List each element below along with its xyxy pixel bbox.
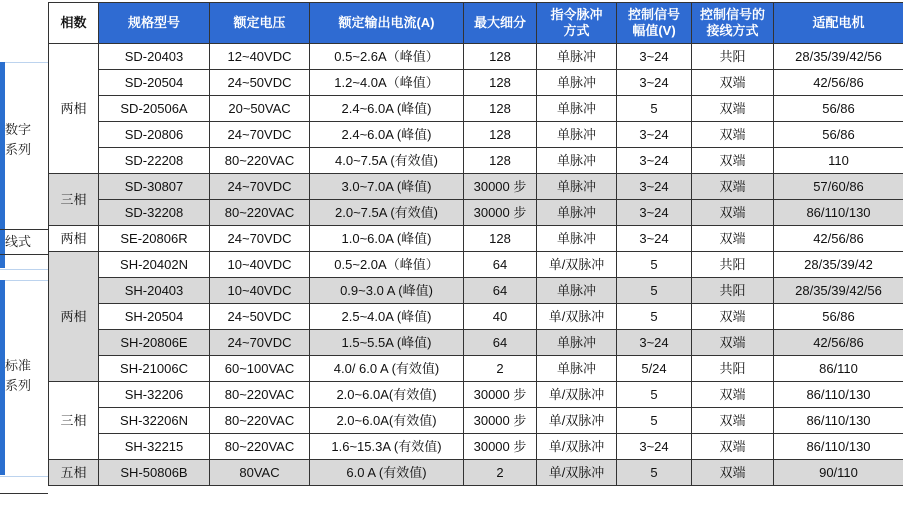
signal-amp-cell: 3~24	[617, 122, 692, 148]
current-cell: 0.5~2.0A（峰值）	[310, 252, 464, 278]
signal-amp-cell: 3~24	[617, 70, 692, 96]
model-cell: SD-20504	[99, 70, 210, 96]
signal-amp-cell: 3~24	[617, 174, 692, 200]
subdivision-cell: 128	[464, 70, 537, 96]
motor-cell: 28/35/39/42	[774, 252, 903, 278]
header-model: 规格型号	[99, 3, 210, 44]
model-cell: SD-20806	[99, 122, 210, 148]
signal-amp-cell: 3~24	[617, 44, 692, 70]
motor-cell: 42/56/86	[774, 70, 903, 96]
voltage-cell: 80~220VAC	[210, 408, 310, 434]
spec-table	[48, 2, 903, 486]
wiring-cell: 双端	[692, 330, 774, 356]
pulse-mode-cell: 单脉冲	[537, 330, 617, 356]
signal-amp-cell: 5/24	[617, 356, 692, 382]
model-cell: SE-20806R	[99, 226, 210, 252]
current-cell: 2.0~6.0A(有效值)	[310, 382, 464, 408]
voltage-cell: 24~70VDC	[210, 330, 310, 356]
model-cell: SH-21006C	[99, 356, 210, 382]
motor-cell: 42/56/86	[774, 226, 903, 252]
subdivision-cell: 128	[464, 226, 537, 252]
voltage-cell: 80~220VAC	[210, 148, 310, 174]
table-row	[49, 382, 903, 408]
series-label-line: 标准	[5, 358, 32, 373]
model-cell: SD-30807	[99, 174, 210, 200]
header-line: 指令脉冲	[550, 7, 603, 22]
wiring-cell: 双端	[692, 382, 774, 408]
model-cell: SH-20402N	[99, 252, 210, 278]
subdivision-cell: 2	[464, 356, 537, 382]
subdivision-cell: 64	[464, 330, 537, 356]
subdivision-cell: 128	[464, 122, 537, 148]
table-row	[49, 44, 903, 70]
pulse-mode-cell: 单脉冲	[537, 148, 617, 174]
motor-cell: 86/110	[774, 356, 903, 382]
subdivision-cell: 30000 步	[464, 434, 537, 460]
header-line: 控制信号的	[699, 7, 765, 22]
pulse-mode-cell: 单脉冲	[537, 174, 617, 200]
table-row	[49, 174, 903, 200]
current-cell: 4.0/ 6.0 A (有效值)	[310, 356, 464, 382]
table-row	[49, 460, 903, 486]
motor-cell: 90/110	[774, 460, 903, 486]
subdivision-cell: 30000 步	[464, 200, 537, 226]
header-line: 控制信号	[627, 7, 680, 22]
pulse-mode-cell: 单脉冲	[537, 200, 617, 226]
model-cell: SH-32206	[99, 382, 210, 408]
current-cell: 6.0 A (有效值)	[310, 460, 464, 486]
voltage-cell: 80~220VAC	[210, 200, 310, 226]
series-label-line: 系列	[5, 378, 32, 393]
current-cell: 2.0~6.0A(有效值)	[310, 408, 464, 434]
phase-cell: 五相	[49, 460, 99, 486]
voltage-cell: 60~100VAC	[210, 356, 310, 382]
model-cell: SD-22208	[99, 148, 210, 174]
pulse-mode-cell: 单/双脉冲	[537, 434, 617, 460]
table-row	[49, 200, 903, 226]
model-cell: SD-32208	[99, 200, 210, 226]
current-cell: 1.5~5.5A (峰值)	[310, 330, 464, 356]
signal-amp-cell: 5	[617, 252, 692, 278]
header-line: 方式	[563, 23, 590, 38]
signal-amp-cell: 3~24	[617, 148, 692, 174]
motor-cell: 110	[774, 148, 903, 174]
pulse-mode-cell: 单脉冲	[537, 122, 617, 148]
series-label-digital	[5, 120, 31, 160]
pulse-mode-cell: 单/双脉冲	[537, 382, 617, 408]
header-voltage: 额定电压	[210, 3, 310, 44]
pulse-mode-cell: 单脉冲	[537, 278, 617, 304]
table-row	[49, 252, 903, 278]
model-cell: SH-20806E	[99, 330, 210, 356]
signal-amp-cell: 5	[617, 278, 692, 304]
pulse-mode-cell: 单/双脉冲	[537, 304, 617, 330]
header-line: 接线方式	[706, 23, 759, 38]
voltage-cell: 80~220VAC	[210, 382, 310, 408]
header-line: 幅值(V)	[632, 23, 676, 38]
voltage-cell: 24~50VDC	[210, 70, 310, 96]
voltage-cell: 24~70VDC	[210, 226, 310, 252]
voltage-cell: 12~40VDC	[210, 44, 310, 70]
wiring-cell: 双端	[692, 408, 774, 434]
pulse-mode-cell: 单/双脉冲	[537, 408, 617, 434]
motor-cell: 28/35/39/42/56	[774, 44, 903, 70]
signal-amp-cell: 5	[617, 408, 692, 434]
subdivision-cell: 128	[464, 96, 537, 122]
wiring-cell: 共阳	[692, 356, 774, 382]
current-cell: 3.0~7.0A (峰值)	[310, 174, 464, 200]
motor-cell: 86/110/130	[774, 434, 903, 460]
signal-amp-cell: 3~24	[617, 434, 692, 460]
wiring-cell: 双端	[692, 174, 774, 200]
voltage-cell: 24~50VDC	[210, 304, 310, 330]
subdivision-cell: 40	[464, 304, 537, 330]
phase-cell: 三相	[49, 174, 99, 226]
divider	[0, 493, 48, 494]
model-cell: SH-32206N	[99, 408, 210, 434]
model-cell: SH-32215	[99, 434, 210, 460]
series-label-line: 数字	[5, 122, 32, 137]
current-cell: 2.4~6.0A (峰值)	[310, 96, 464, 122]
pulse-mode-cell: 单脉冲	[537, 226, 617, 252]
table-row	[49, 330, 903, 356]
wiring-cell: 双端	[692, 70, 774, 96]
signal-amp-cell: 3~24	[617, 330, 692, 356]
current-cell: 2.5~4.0A (峰值)	[310, 304, 464, 330]
motor-cell: 28/35/39/42/56	[774, 278, 903, 304]
phase-cell: 两相	[49, 226, 99, 252]
table-row	[49, 122, 903, 148]
pulse-mode-cell: 单脉冲	[537, 356, 617, 382]
table-body	[49, 44, 903, 486]
subdivision-cell: 64	[464, 278, 537, 304]
phase-cell: 三相	[49, 382, 99, 460]
current-cell: 1.0~6.0A (峰值)	[310, 226, 464, 252]
subdivision-cell: 128	[464, 44, 537, 70]
divider	[0, 254, 48, 255]
header-current: 额定输出电流(A)	[310, 3, 464, 44]
motor-cell: 56/86	[774, 304, 903, 330]
voltage-cell: 24~70VDC	[210, 122, 310, 148]
signal-amp-cell: 5	[617, 460, 692, 486]
table-row	[49, 226, 903, 252]
model-cell: SH-20504	[99, 304, 210, 330]
motor-cell: 56/86	[774, 96, 903, 122]
pulse-mode-cell: 单脉冲	[537, 70, 617, 96]
table-row	[49, 434, 903, 460]
series-label-line-type: 线式	[5, 234, 32, 249]
table-row	[49, 70, 903, 96]
table-row	[49, 148, 903, 174]
wiring-cell: 双端	[692, 434, 774, 460]
model-cell: SH-20403	[99, 278, 210, 304]
header-signal-amp	[617, 3, 692, 44]
table-row	[49, 304, 903, 330]
header-subdivision: 最大细分	[464, 3, 537, 44]
model-cell: SD-20403	[99, 44, 210, 70]
motor-cell: 86/110/130	[774, 382, 903, 408]
wiring-cell: 双端	[692, 96, 774, 122]
wiring-cell: 双端	[692, 200, 774, 226]
signal-amp-cell: 5	[617, 96, 692, 122]
pulse-mode-cell: 单脉冲	[537, 96, 617, 122]
voltage-cell: 80VAC	[210, 460, 310, 486]
current-cell: 2.0~7.5A (有效值)	[310, 200, 464, 226]
voltage-cell: 10~40VDC	[210, 278, 310, 304]
header-motor: 适配电机	[774, 3, 903, 44]
current-cell: 0.5~2.6A（峰值）	[310, 44, 464, 70]
wiring-cell: 双端	[692, 148, 774, 174]
wiring-cell: 共阳	[692, 252, 774, 278]
phase-cell: 两相	[49, 252, 99, 382]
wiring-cell: 双端	[692, 226, 774, 252]
current-cell: 1.2~4.0A（峰值）	[310, 70, 464, 96]
model-cell: SH-50806B	[99, 460, 210, 486]
table-row	[49, 278, 903, 304]
voltage-cell: 10~40VDC	[210, 252, 310, 278]
current-cell: 2.4~6.0A (峰值)	[310, 122, 464, 148]
pulse-mode-cell: 单脉冲	[537, 44, 617, 70]
header-pulse-mode	[537, 3, 617, 44]
current-cell: 4.0~7.5A (有效值)	[310, 148, 464, 174]
wiring-cell: 共阳	[692, 278, 774, 304]
subdivision-cell: 30000 步	[464, 408, 537, 434]
table-row	[49, 356, 903, 382]
series-label-standard	[5, 356, 31, 396]
subdivision-cell: 30000 步	[464, 382, 537, 408]
table-row	[49, 408, 903, 434]
pulse-mode-cell: 单/双脉冲	[537, 460, 617, 486]
pulse-mode-cell: 单/双脉冲	[537, 252, 617, 278]
motor-cell: 57/60/86	[774, 174, 903, 200]
subdivision-cell: 30000 步	[464, 174, 537, 200]
divider	[0, 229, 48, 230]
model-cell: SD-20506A	[99, 96, 210, 122]
signal-amp-cell: 3~24	[617, 200, 692, 226]
signal-amp-cell: 5	[617, 304, 692, 330]
table-row	[49, 96, 903, 122]
phase-cell: 两相	[49, 44, 99, 174]
motor-cell: 42/56/86	[774, 330, 903, 356]
voltage-cell: 20~50VAC	[210, 96, 310, 122]
wiring-cell: 共阳	[692, 44, 774, 70]
motor-cell: 86/110/130	[774, 408, 903, 434]
motor-cell: 86/110/130	[774, 200, 903, 226]
voltage-cell: 80~220VAC	[210, 434, 310, 460]
signal-amp-cell: 5	[617, 382, 692, 408]
header-wiring	[692, 3, 774, 44]
wiring-cell: 双端	[692, 304, 774, 330]
current-cell: 1.6~15.3A (有效值)	[310, 434, 464, 460]
wiring-cell: 双端	[692, 122, 774, 148]
signal-amp-cell: 3~24	[617, 226, 692, 252]
current-cell: 0.9~3.0 A (峰值)	[310, 278, 464, 304]
header-row	[49, 3, 903, 44]
motor-cell: 56/86	[774, 122, 903, 148]
subdivision-cell: 128	[464, 148, 537, 174]
voltage-cell: 24~70VDC	[210, 174, 310, 200]
series-label-line: 系列	[5, 142, 32, 157]
wiring-cell: 双端	[692, 460, 774, 486]
header-phase: 相数	[49, 3, 99, 44]
subdivision-cell: 2	[464, 460, 537, 486]
subdivision-cell: 64	[464, 252, 537, 278]
